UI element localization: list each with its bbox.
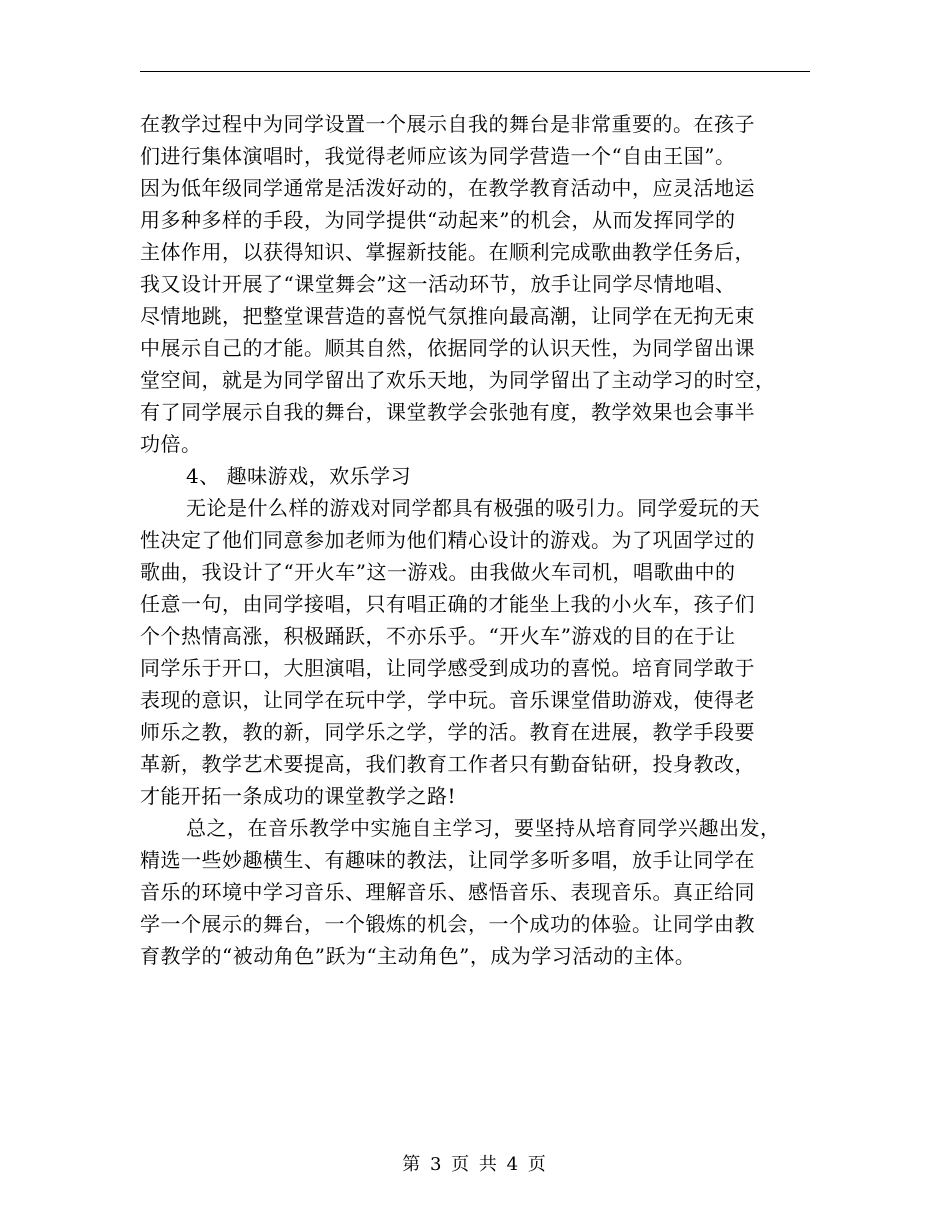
text-line: 在教学过程中为同学设置一个展示自我的舞台是非常重要的。在孩子 bbox=[140, 112, 755, 136]
text-line: 我又设计开展了“课堂舞会”这一活动环节，放手让同学尽情地唱、 bbox=[140, 272, 736, 296]
section-heading: 4、 趣味游戏，欢乐学习 bbox=[186, 464, 412, 488]
text-line: 尽情地跳，把整堂课营造的喜悦气氛推向最高潮，让同学在无拘无束 bbox=[140, 304, 755, 328]
text-line: 才能开拓一条成功的课堂教学之路! bbox=[140, 784, 457, 808]
text-line: 因为低年级同学通常是活泼好动的，在教学教育活动中，应灵活地运 bbox=[140, 176, 755, 200]
text-line: 性决定了他们同意参加老师为他们精心设计的游戏。为了巩固学过的 bbox=[140, 528, 755, 552]
text-line: 中展示自己的才能。顺其自然，依据同学的认识天性，为同学留出课 bbox=[140, 336, 755, 360]
document-body bbox=[140, 108, 810, 972]
text-line: 育教学的“被动角色”跃为“主动角色”，成为学习活动的主体。 bbox=[140, 944, 696, 968]
text-line: 个个热情高涨，积极踊跃，不亦乐乎。“开火车”游戏的目的在于让 bbox=[140, 624, 736, 648]
text-line: 精选一些妙趣横生、有趣味的教法，让同学多听多唱，放手让同学在 bbox=[140, 848, 755, 872]
page-number-footer: 第 3 页 共 4 页 bbox=[402, 1154, 548, 1175]
text-line: 有了同学展示自我的舞台，课堂教学会张弛有度，教学效果也会事半 bbox=[140, 400, 755, 424]
text-line: 表现的意识，让同学在玩中学，学中玩。音乐课堂借助游戏，使得老 bbox=[140, 688, 755, 712]
text-line: 无论是什么样的游戏对同学都具有极强的吸引力。同学爱玩的天 bbox=[186, 496, 760, 520]
text-line: 主体作用，以获得知识、掌握新技能。在顺利完成歌曲教学任务后， bbox=[140, 240, 755, 264]
text-line: 功倍。 bbox=[140, 432, 202, 456]
text-line: 任意一句，由同学接唱，只有唱正确的才能坐上我的小火车，孩子们 bbox=[140, 592, 755, 616]
header-rule bbox=[140, 71, 810, 72]
text-line: 革新，教学艺术要提高，我们教育工作者只有勤奋钻研，投身教改， bbox=[140, 752, 755, 776]
text-line: 用多种多样的手段，为同学提供“动起来”的机会，从而发挥同学的 bbox=[140, 208, 736, 232]
text-line: 师乐之教，教的新，同学乐之学，学的活。教育在进展，教学手段要 bbox=[140, 720, 755, 744]
text-line: 总之，在音乐教学中实施自主学习，要坚持从培育同学兴趣出发， bbox=[186, 816, 781, 840]
text-line: 堂空间，就是为同学留出了欢乐天地，为同学留出了主动学习的时空， bbox=[140, 368, 776, 392]
text-line: 学一个展示的舞台，一个锻炼的机会，一个成功的体验。让同学由教 bbox=[140, 912, 755, 936]
text-line: 音乐的环境中学习音乐、理解音乐、感悟音乐、表现音乐。真正给同 bbox=[140, 880, 755, 904]
text-line: 们进行集体演唱时，我觉得老师应该为同学营造一个“自由王国”。 bbox=[140, 144, 736, 168]
text-line: 同学乐于开口，大胆演唱，让同学感受到成功的喜悦。培育同学敢于 bbox=[140, 656, 755, 680]
text-line: 歌曲，我设计了“开火车”这一游戏。由我做火车司机，唱歌曲中的 bbox=[140, 560, 736, 584]
